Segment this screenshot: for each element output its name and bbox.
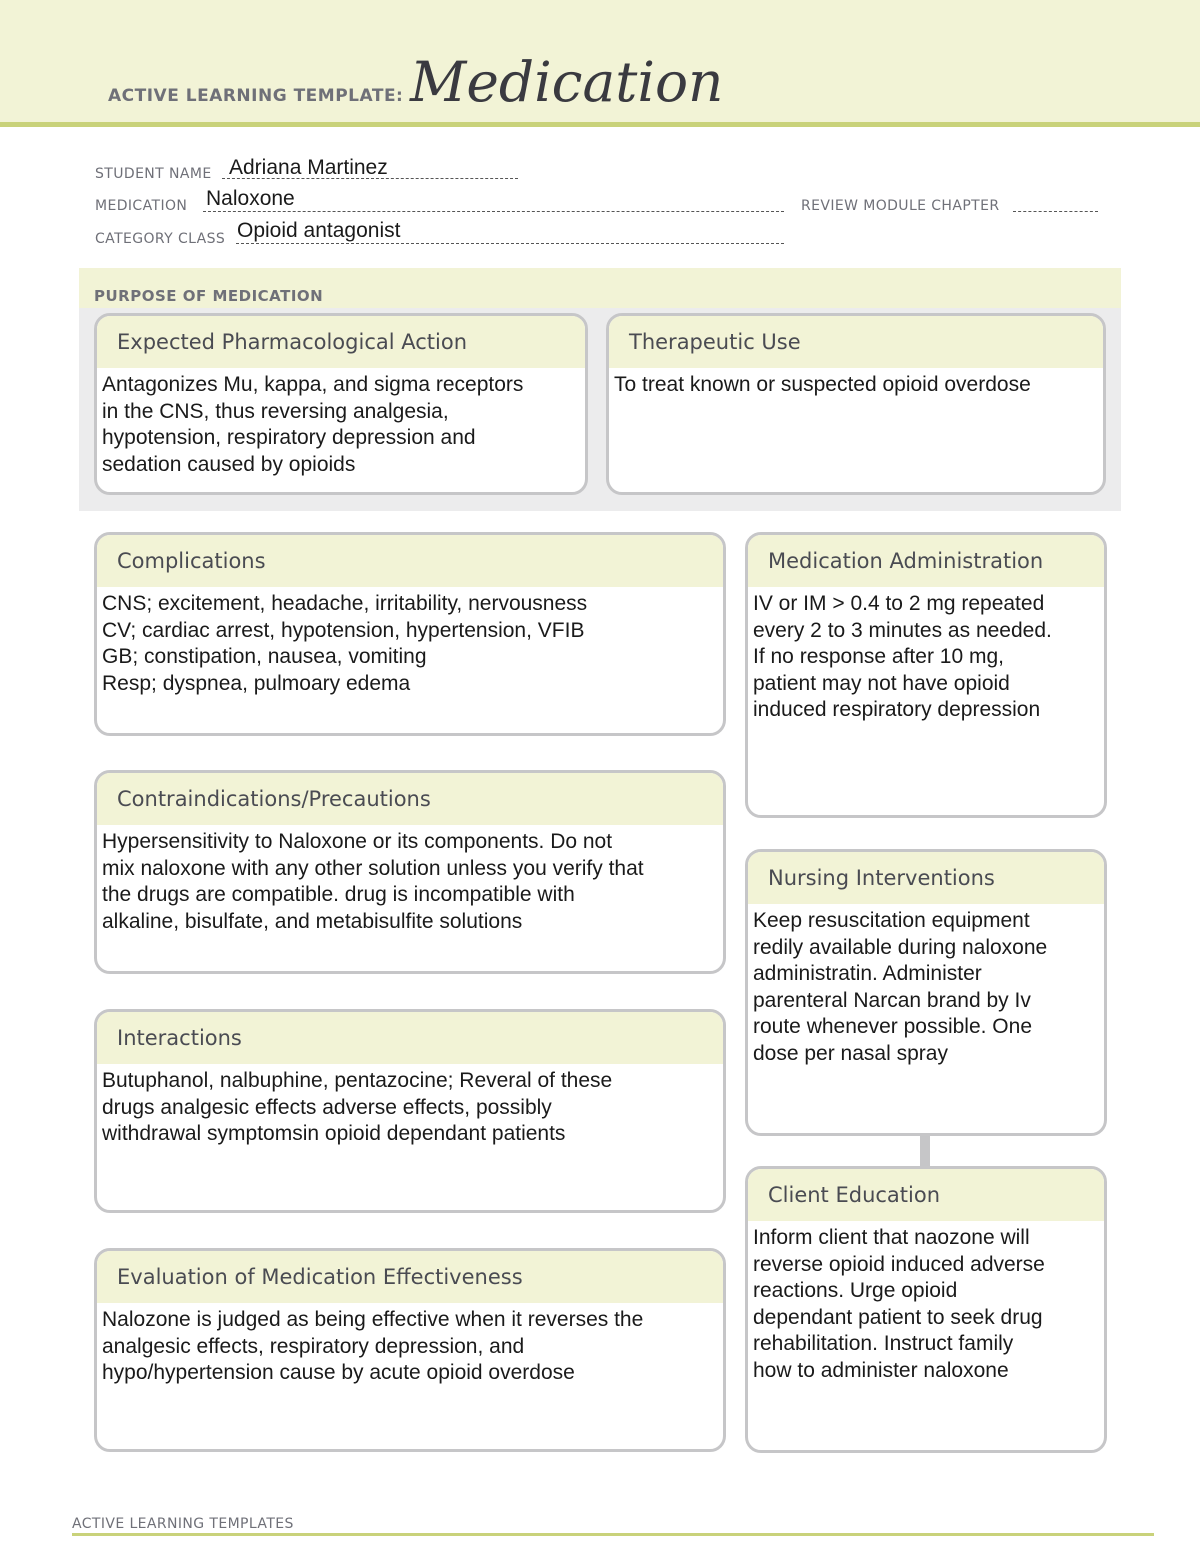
administration-box [745,532,1107,818]
medication-label: MEDICATION [95,198,188,214]
template-label: ACTIVE LEARNING TEMPLATE: [108,86,404,106]
complications-text[interactable]: CNS; excitement, headache, irritability, nervousness CV; cardiac arrest, hypotension, hypertension, VFIB GB; constipation, nausea, vomiting Resp; dyspnea, pulmoary edema [102,592,588,695]
client-education-title: Client Education [768,1183,941,1207]
therapeutic-use-title: Therapeutic Use [629,330,801,354]
footer-rule [72,1533,1154,1536]
header-rule [0,122,1200,127]
interactions-title: Interactions [117,1026,242,1050]
contraindications-box [94,770,726,974]
nursing-interventions-title: Nursing Interventions [768,866,995,890]
evaluation-title: Evaluation of Medication Effectiveness [117,1265,523,1289]
review-module-label: REVIEW MODULE CHAPTER [801,198,1000,214]
contraindications-title: Contraindications/Precautions [117,787,431,811]
interactions-text[interactable]: Butuphanol, nalbuphine, pentazocine; Reveral of these drugs analgesic effects adverse effects, possibly withdrawal symptomsin opioid dependant patients [102,1069,613,1145]
contraindications-text[interactable]: Hypersensitivity to Naloxone or its components. Do not mix naloxone with any other solution unless you verify that the drugs are compatible. drug is incompatible with alkaline, bisulfate, and metabisulfite solutions [102,830,644,933]
footer-label: ACTIVE LEARNING TEMPLATES [72,1516,294,1532]
category-class-label: CATEGORY CLASS [95,231,226,247]
complications-box [94,532,726,736]
expected-action-text[interactable]: Antagonizes Mu, kappa, and sigma receptors in the CNS, thus reversing analgesia, hypotension, respiratory depression and sedation caused by opioids [102,373,524,476]
therapeutic-use-box [606,313,1106,495]
category-class-field[interactable]: Opioid antagonist [237,219,401,242]
interactions-box [94,1009,726,1213]
nursing-interventions-text[interactable]: Keep resuscitation equipment redily available during naloxone administratin. Administer parenteral Narcan brand by Iv route whenever possible. One dose per nasal spray [753,909,1048,1065]
student-name-label: STUDENT NAME [95,166,212,182]
nursing-interventions-box [745,849,1107,1136]
student-name-field[interactable]: Adriana Martinez [229,156,388,179]
administration-text[interactable]: IV or IM > 0.4 to 2 mg repeated every 2 to 3 minutes as needed. If no response after 10 mg, patient may not have opioid induced respiratory depression [753,592,1052,721]
expected-action-title: Expected Pharmacological Action [117,330,468,354]
evaluation-box [94,1248,726,1452]
page-title: Medication [410,50,724,114]
review-module-line [1013,211,1098,212]
client-education-text[interactable]: Inform client that naozone will reverse opioid induced adverse reactions. Urge opioid dependant patient to seek drug rehabilitation. Instruct family how to administer naloxone [753,1226,1045,1382]
category-class-line [236,243,784,244]
expected-action-box [94,313,588,495]
administration-title: Medication Administration [768,549,1044,573]
medication-line [203,211,784,212]
evaluation-text[interactable]: Nalozone is judged as being effective when it reverses the analgesic effects, respiratory depression, and hypo/hypertension cause by acute opioid overdose [102,1308,644,1384]
client-education-box [745,1166,1107,1453]
therapeutic-use-text[interactable]: To treat known or suspected opioid overdose [614,373,1031,396]
medication-field[interactable]: Naloxone [206,187,295,210]
complications-title: Complications [117,549,266,573]
box-connector [920,1135,930,1167]
purpose-label: PURPOSE OF MEDICATION [94,287,324,305]
